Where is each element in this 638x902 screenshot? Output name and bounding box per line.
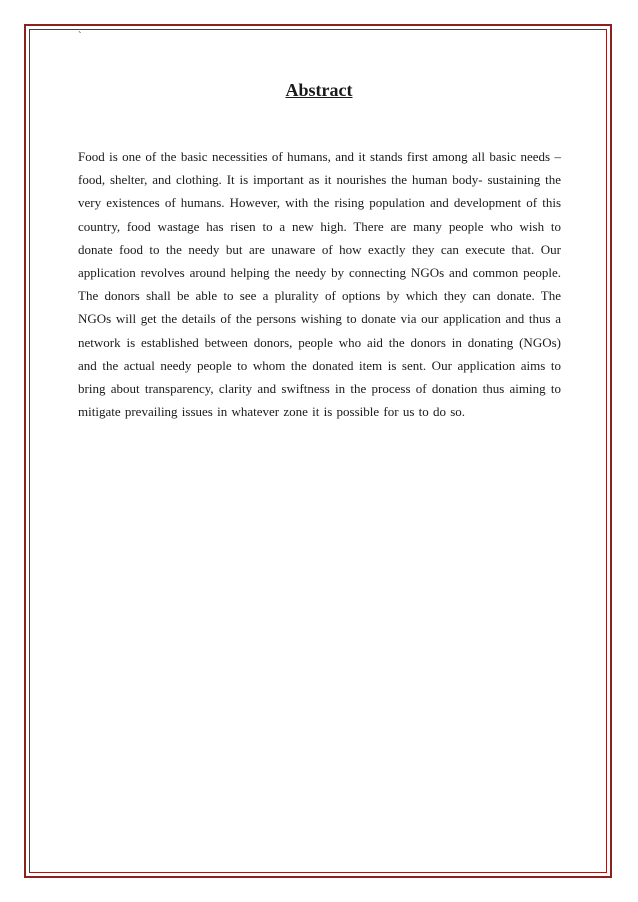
page-title: Abstract xyxy=(285,80,353,100)
abstract-paragraph: Food is one of the basic necessities of humans, and it stands first among all basic needs – food, shelter, and clothing. It is important as it nourishes the human body- sustaining the very existences of humans. However, with the rising population and development of this country, food wastage has risen to a new high. There are many people who wish to donate food to the needy but are unaware of how exactly they can execute that. Our application revolves around helping the needy by connecting NGOs and common people. The donors shall be able to see a plurality of options by which they can donate. The NGOs will get the details of the persons wishing to donate via our application and thus a network is established between donors, people who aid the donors in donating (NGOs) and the actual needy people to whom the donated item is sent. Our application aims to bring about transparency, clarity and swiftness in the process of donation thus aiming to mitigate prevailing issues in whatever zone it is possible for us to do so. xyxy=(78,149,561,420)
stray-mark: ` xyxy=(78,30,82,42)
